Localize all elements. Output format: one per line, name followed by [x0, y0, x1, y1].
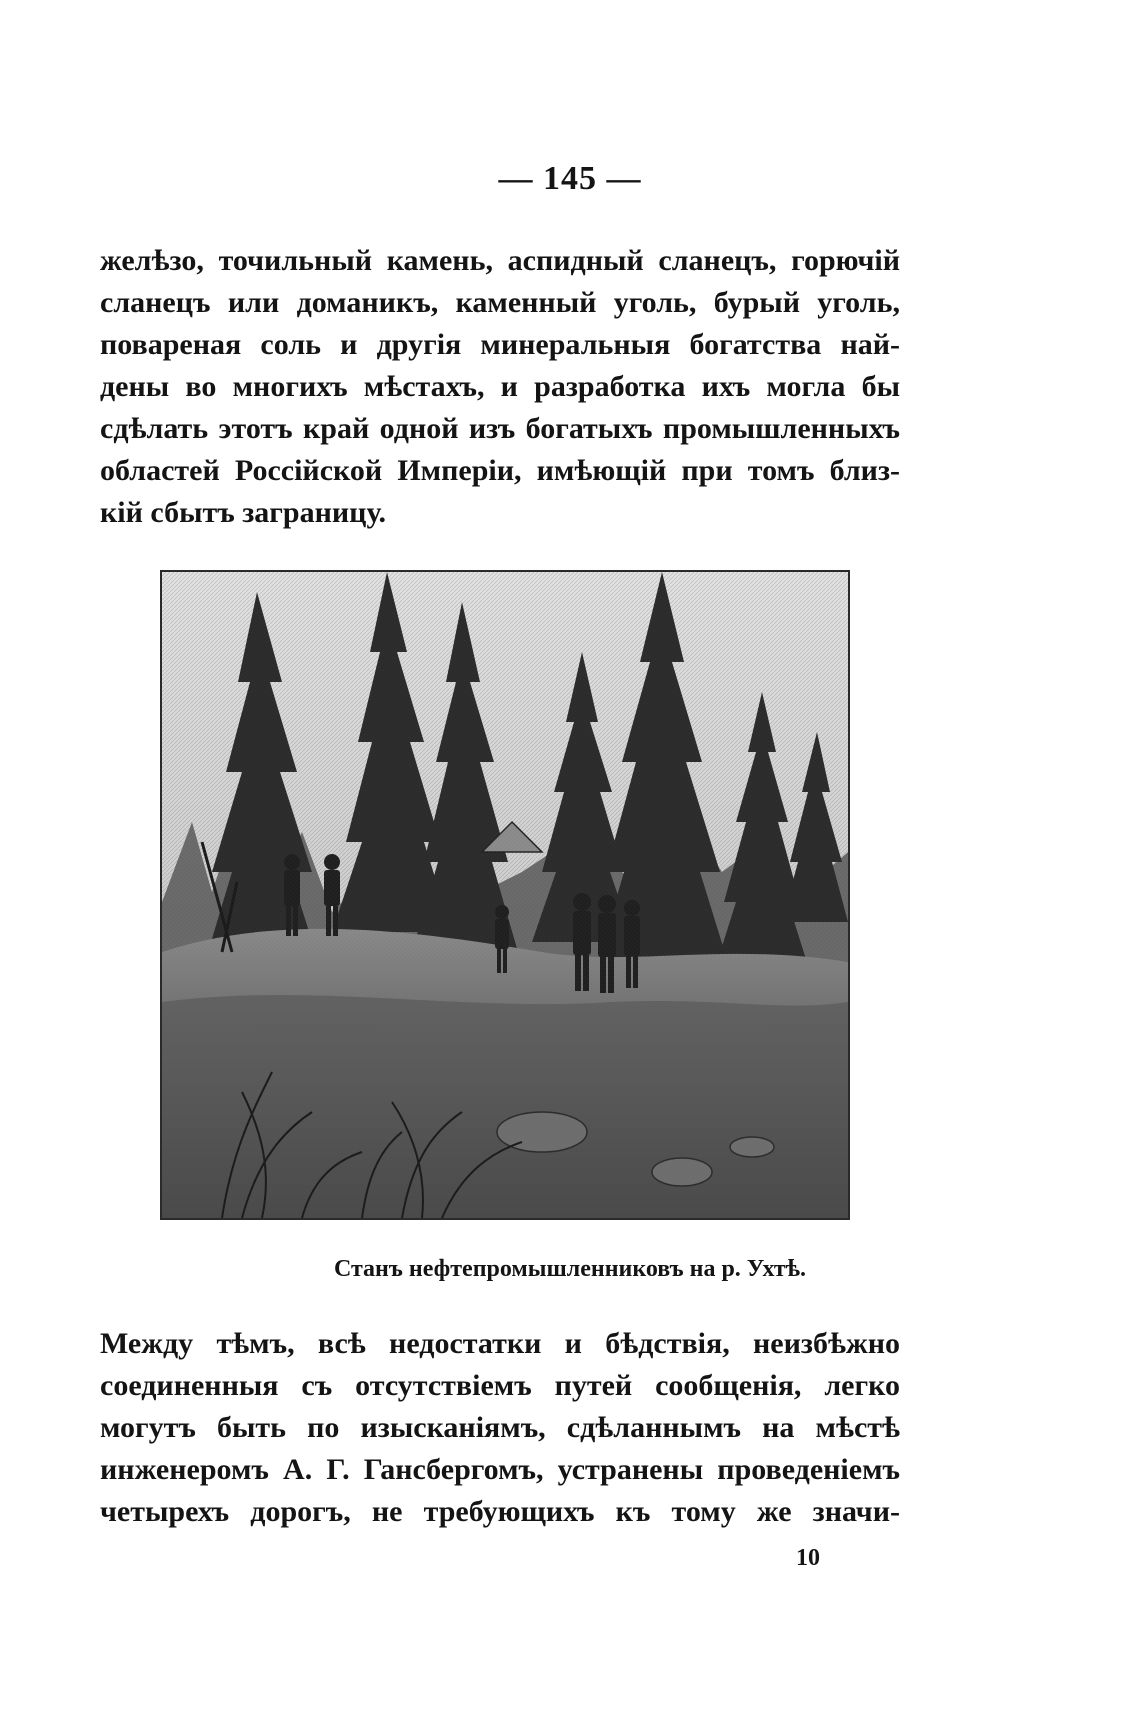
figure-caption: Станъ нефтепромышленниковъ на р. Ухтѣ.	[333, 1256, 807, 1282]
text-line: инженеромъ А. Г. Гансбергомъ, устранены проведеніемъ	[100, 1453, 900, 1486]
text-line: сланецъ или доманикъ, каменный уголь, бурый уголь,	[100, 286, 900, 319]
text-line: четырехъ дорогъ, не требующихъ къ тому же значи-	[100, 1495, 900, 1528]
text-line: могутъ быть по изысканіямъ, сдѣланнымъ на мѣстѣ	[100, 1411, 900, 1444]
text-line: желѣзо, точильный камень, аспидный сланецъ, горючій	[100, 244, 900, 277]
text-line: сдѣлать этотъ край одной изъ богатыхъ промышленныхъ	[100, 412, 900, 445]
text-line: Между тѣмъ, всѣ недостатки и бѣдствія, неизбѣжно	[100, 1327, 900, 1360]
engraving-image	[162, 572, 848, 1218]
paragraph-bottom	[100, 1323, 900, 1533]
text-line: соединенныя съ отсутствіемъ путей сообщенія, легко	[100, 1369, 900, 1402]
text-line: областей Россійской Имперіи, имѣющій при томъ близ-	[100, 454, 900, 487]
forest-camp-illustration	[160, 570, 850, 1220]
text-line: дены во многихъ мѣстахъ, и разработка ихъ могла бы	[100, 370, 900, 403]
signature-mark: 10	[796, 1545, 820, 1571]
page-number: — 145 —	[498, 160, 642, 197]
paragraph-top	[100, 240, 900, 534]
text-line: повареная соль и другія минеральныя богатства най-	[100, 328, 900, 361]
text-line: кій сбытъ заграницу.	[100, 496, 386, 529]
